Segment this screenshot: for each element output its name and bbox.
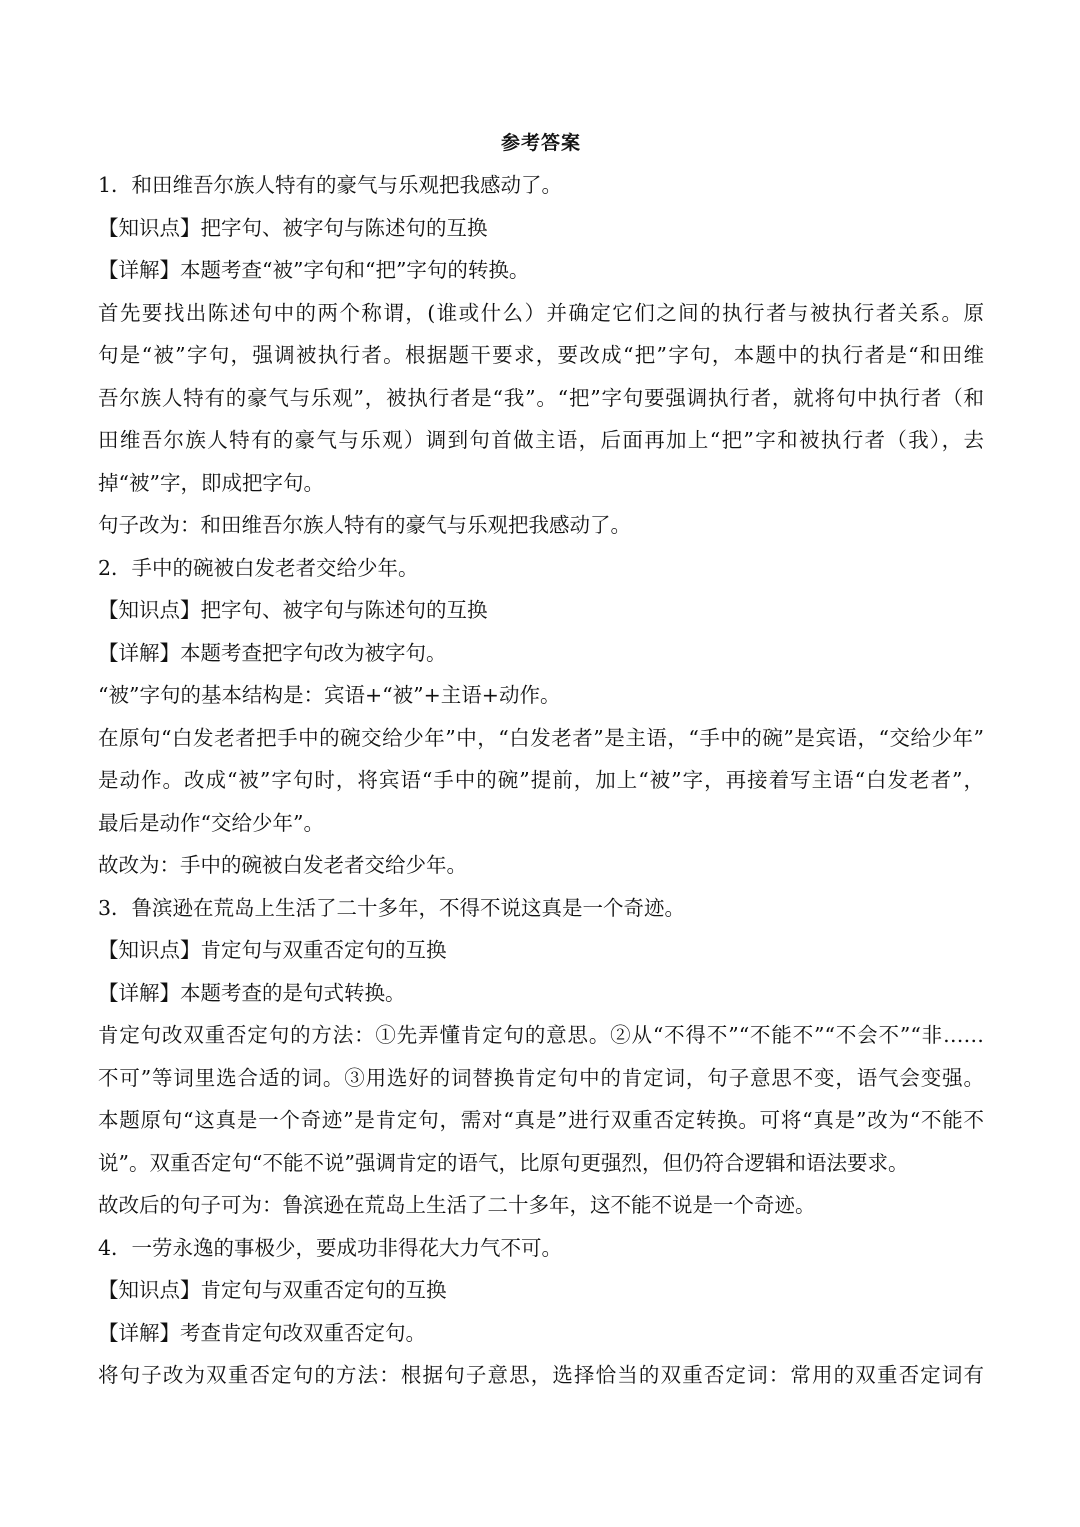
- answer-1-heading: 1．和田维吾尔族人特有的豪气与乐观把我感动了。: [98, 173, 563, 197]
- answer-3-knowledge-point: 【知识点】肯定句与双重否定句的互换: [98, 938, 447, 962]
- answer-1-explanation-line: 掉“被”字，即成把字句。: [98, 470, 324, 495]
- answer-1-knowledge-point: 【知识点】把字句、被字句与陈述句的互换: [98, 215, 488, 240]
- answer-2-explanation-line: 是动作。改成“被”字句时，将宾语“手中的碗”提前，加上“被”字，再接着写主语“白发老者”，: [98, 768, 984, 792]
- answer-2-explanation-line: 在原句“白发老者把手中的碗交给少年”中，“白发老者”是主语，“手中的碗”是宾语，“交给少年”: [98, 725, 984, 750]
- answer-1-detail-label: 【详解】本题考查“被”字句和“把”字句的转换。: [98, 258, 530, 282]
- answer-4-heading: 4．一劳永逸的事极少，要成功非得花大力气不可。: [98, 1235, 563, 1260]
- answer-2-explanation-line: “被”字句的基本结构是：宾语+“被”+主语+动作。: [98, 683, 561, 707]
- answer-2-detail-label: 【详解】本题考查把字句改为被字句。: [98, 640, 447, 665]
- answer-4-knowledge-point: 【知识点】肯定句与双重否定句的互换: [98, 1278, 447, 1302]
- answer-2-result: 故改为：手中的碗被白发老者交给少年。: [98, 853, 467, 877]
- answer-2-heading: 2．手中的碗被白发老者交给少年。: [98, 555, 419, 580]
- answer-1-explanation-line: 首先要找出陈述句中的两个称谓，(谁或什么）并确定它们之间的执行者与被执行者关系。原: [98, 300, 984, 325]
- answer-2-explanation-line: 最后是动作“交给少年”。: [98, 810, 324, 835]
- answer-1-result: 句子改为：和田维吾尔族人特有的豪气与乐观把我感动了。: [98, 513, 631, 537]
- answer-4-explanation-line: 将句子改为双重否定句的方法：根据句子意思，选择恰当的双重否定词：常用的双重否定词有: [98, 1363, 984, 1387]
- answer-3-detail-label: 【详解】本题考查的是句式转换。: [98, 980, 406, 1005]
- answer-3-result: 故改后的句子可为：鲁滨逊在荒岛上生活了二十多年，这不能不说是一个奇迹。: [98, 1193, 816, 1217]
- page-title: 参考答案: [500, 132, 581, 154]
- answer-3-explanation-line: 说”。双重否定句“不能不说”强调肯定的语气，比原句更强烈，但仍符合逻辑和语法要求。: [98, 1150, 909, 1175]
- answer-3-explanation-line: 肯定句改双重否定句的方法：①先弄懂肯定句的意思。②从“不得不”“不能不”“不会不”“非……: [98, 1023, 984, 1047]
- answer-4-detail-label: 【详解】考查肯定句改双重否定句。: [98, 1320, 426, 1345]
- answer-2-knowledge-point: 【知识点】把字句、被字句与陈述句的互换: [98, 598, 488, 622]
- answer-1-explanation-line: 句是“被”字句，强调被执行者。根据题干要求，要改成“把”字句，本题中的执行者是“和田维: [98, 343, 984, 367]
- answer-1-explanation-line: 田维吾尔族人特有的豪气与乐观）调到句首做主语，后面再加上“把”字和被执行者（我），去: [98, 428, 984, 452]
- answer-1-explanation-line: 吾尔族人特有的豪气与乐观”，被执行者是“我”。“把”字句要强调执行者，就将句中执行者（和: [98, 385, 984, 410]
- answer-3-explanation-line: 不可”等词里选合适的词。③用选好的词替换肯定句中的肯定词，句子意思不变，语气会变强。: [98, 1065, 984, 1090]
- answer-3-explanation-line: 本题原句“这真是一个奇迹”是肯定句，需对“真是”进行双重否定转换。可将“真是”改为“不能不: [98, 1108, 984, 1132]
- answer-3-heading: 3．鲁滨逊在荒岛上生活了二十多年，不得不说这真是一个奇迹。: [98, 895, 686, 920]
